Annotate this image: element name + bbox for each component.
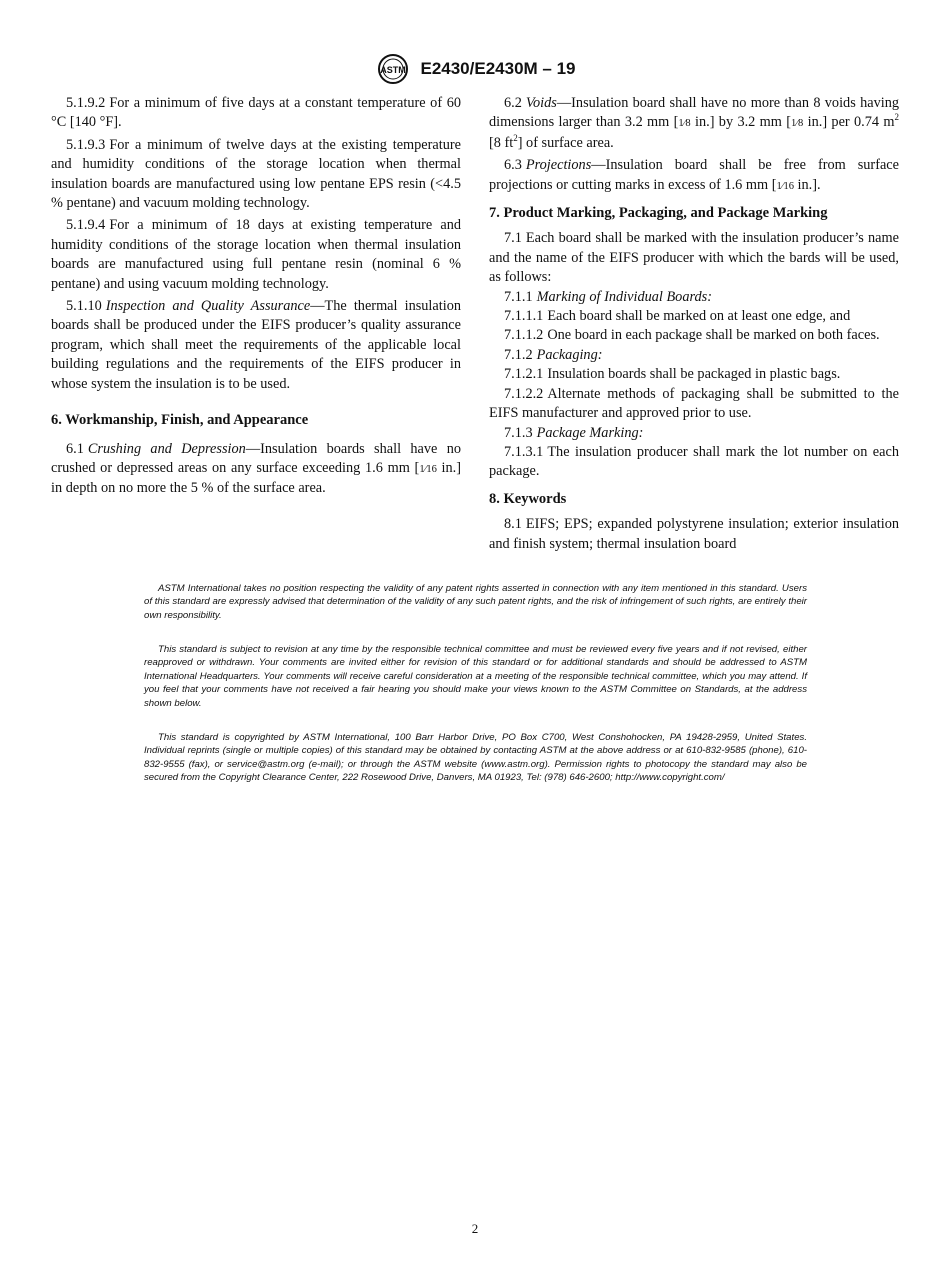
paragraph-5-1-10: 5.1.10 Inspection and Quality Assurance—The thermal insulation boards shall be produced under the EIFS producer’s quality assurance program, which shall meet the requirements of the applicable local building regulations and the requirements of the EIFS producer in whose system the insulation is to be used. [51,298,461,392]
right-column [489,94,899,557]
paragraph-8-1: 8.1 EIFS; EPS; expanded polystyrene insulation; exterior insulation and finish system; thermal insulation board [489,516,899,552]
patent-notice: ASTM International takes no position respecting the validity of any patent rights asserted in connection with any item mentioned in this standard. Users of this standard are expressly advised that determination of the validity of any such patent rights, and the risk of infringement of such rights, are entirely their own responsibility. [144,583,807,621]
paragraph-7-1-1: 7.1.1 Marking of Individual Boards: [504,288,712,305]
astm-logo-icon [374,53,412,85]
left-column [51,94,461,502]
paragraph-5-1-9-3: 5.1.9.3 For a minimum of twelve days at the existing temperature and humidity conditions of the storage location when thermal insulation boards are manufactured using low pentane EPS resin (<4.5 % pentane) and vacuum molding technology. [51,136,461,212]
section-8-heading: 8. Keywords [489,490,567,507]
svg-text:ASTM: ASTM [380,65,407,75]
section-7-heading: 7. Product Marking, Packaging, and Package Marking [489,205,828,222]
paragraph-7-1-3-1: 7.1.3.1 The insulation producer shall mark the lot number on each package. [489,443,899,480]
page-number: 2 [471,1221,479,1236]
paragraph-7-1-2: 7.1.2 Packaging: [504,346,603,363]
section-6-heading: 6. Workmanship, Finish, and Appearance [51,412,309,429]
copyright-notice: This standard is copyrighted by ASTM International, 100 Barr Harbor Drive, PO Box C700, West Conshohocken, PA 19428-2959, United States. Individual reprints (single or multiple copies) of this standard may be obtained by contacting ASTM at the above address or at 610-832-9585 (phone), 610-832-9555 (fax), or service@astm.org (e-mail); or through the ASTM website (www.astm.org). Permission rights to photocopy the standard may also be secured from the Copyright Clearance Center, 222 Rosewood Drive, Danvers, MA 01923, Tel: (978) 646-2600; http://www.copyright.com/ [144,732,807,784]
paragraph-7-1-2-2: 7.1.2.2 Alternate methods of packaging shall be submitted to the EIFS manufacturer and approved prior to use. [489,385,899,422]
paragraph-7-1-3: 7.1.3 Package Marking: [504,424,644,441]
paragraph-6-2: 6.2 Voids—Insulation board shall have no more than 8 voids having dimensions larger than 3.2 mm [1⁄8 in.] by 3.2 mm [1⁄8 in.] per 0.74 $m^2$ [8 $ft^2$] of surface area. [489,95,899,151]
paragraph-7-1-1-2: 7.1.1.2 One board in each package shall be marked on both faces. [504,327,880,344]
paragraph-7-1-1-1: 7.1.1.1 Each board shall be marked on at least one edge, and [504,308,851,325]
standard-designation: E2430/E2430M – 19 [420,59,576,78]
page-header [0,53,950,85]
paragraph-6-3: 6.3 Projections—Insulation board shall be free from surface projections or cutting marks in excess of 1.6 mm [1⁄16 in.]. [489,157,899,193]
paragraph-7-1-2-1: 7.1.2.1 Insulation boards shall be packaged in plastic bags. [504,366,841,383]
revision-notice: This standard is subject to revision at any time by the responsible technical committee and must be reviewed every five years and if not revised, either reapproved or withdrawn. Your comments are invited either for revision of this standard or for additional standards and should be addressed to ASTM International Headquarters. Your comments will receive careful consideration at a meeting of the responsible technical committee, which you may attend. If you feel that your comments have not received a fair hearing you should make your views known to the ASTM Committee on Standards, at the address shown below. [144,644,807,709]
paragraph-7-1: 7.1 Each board shall be marked with the insulation producer’s name and the name of the EIFS producer with which the bards will be used, as follows: [489,230,899,286]
paragraph-6-1: 6.1 Crushing and Depression—Insulation boards shall have no crushed or depressed areas on any surface exceeding 1.6 mm [1⁄16 in.] in depth on no more the 5 % of the surface area. [51,440,462,497]
paragraph-5-1-9-2: 5.1.9.2 For a minimum of five days at a constant temperature of 60 °C [140 °F]. [51,95,461,131]
paragraph-5-1-9-4: 5.1.9.4 For a minimum of 18 days at existing temperature and humidity conditions of the storage location when thermal insulation boards are manufactured using full pentane resin (nominal 6 % pentane) and using vacuum molding technology. [51,217,461,292]
